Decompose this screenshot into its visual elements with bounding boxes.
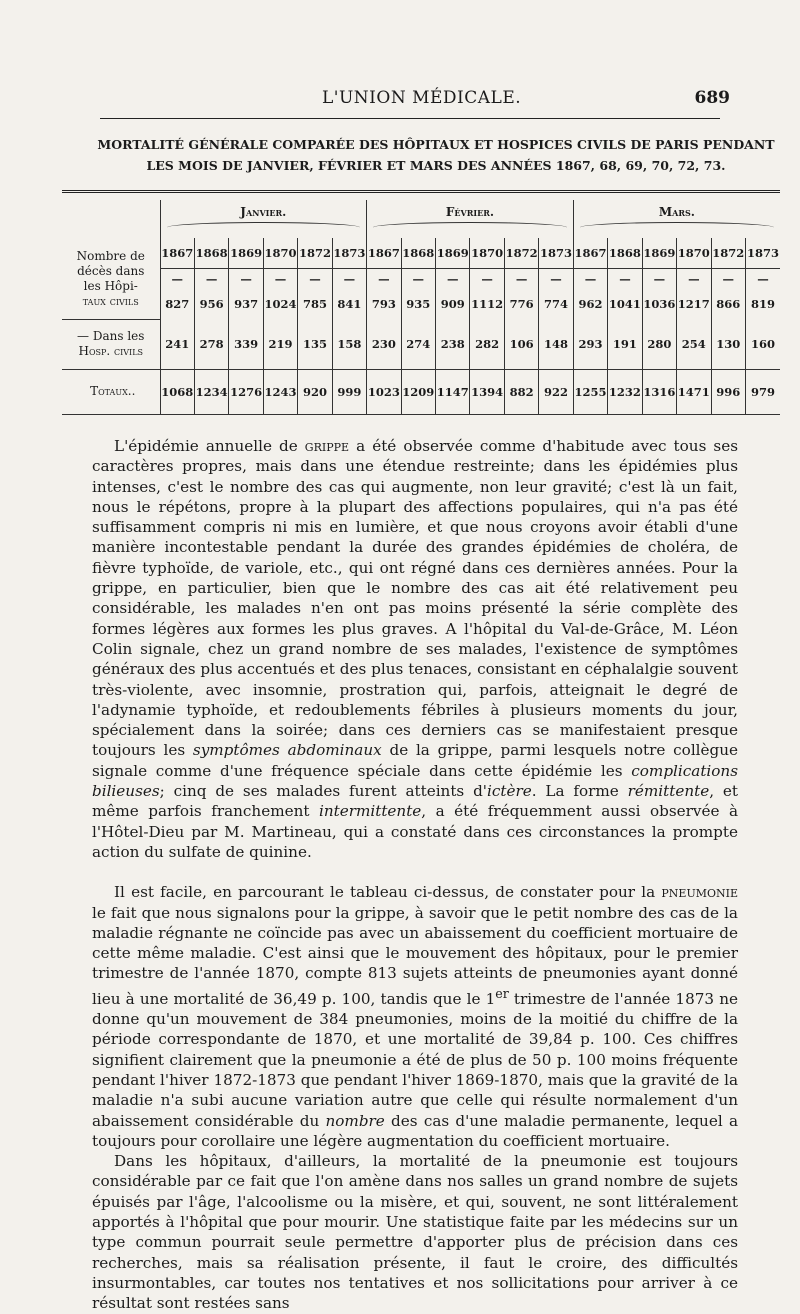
dash-cell: —: [711, 269, 745, 290]
table-cell: 135: [298, 319, 332, 369]
month-header-mars: [573, 200, 780, 238]
year-cell: 1867: [367, 238, 401, 269]
label-header-empty: [62, 200, 160, 238]
table-cell: 1041: [608, 289, 642, 319]
table-cell: 191: [608, 319, 642, 369]
text-run: des cas d'une maladie permanente, lequel a toujours pour corollaire une légère augmentation du coefficient mortuaire.: [92, 1111, 738, 1150]
table-title: [96, 134, 776, 176]
table-cell: 979: [745, 369, 780, 414]
row-label-totaux: Totaux..: [62, 369, 160, 414]
table-cell: 793: [367, 289, 401, 319]
table-cell: 241: [160, 319, 194, 369]
text-run-italic: intermittente: [318, 802, 422, 821]
table-cell: 254: [677, 319, 711, 369]
month-label: Février.: [445, 205, 495, 219]
month-header-row: [62, 200, 780, 238]
text-run: . La forme: [531, 782, 628, 801]
table-cell: 882: [504, 369, 538, 414]
brace-mark: [580, 222, 774, 233]
row-label-line: — Dans les: [77, 329, 145, 343]
text-run: , et même parfois franchement: [92, 782, 738, 821]
table-cell: 937: [229, 289, 263, 319]
article-body: [92, 436, 738, 1314]
table-cell: 1471: [677, 369, 711, 414]
table-cell: 158: [332, 319, 366, 369]
table-cell: 1232: [608, 369, 642, 414]
table-cell: 776: [504, 289, 538, 319]
table-cell: 230: [367, 319, 401, 369]
dash-cell: —: [757, 272, 769, 286]
dash-cell: —: [332, 269, 366, 290]
table-cell: 282: [470, 319, 504, 369]
text-run-italic: ictère: [486, 782, 532, 801]
year-cell: 1872: [711, 238, 745, 269]
dash-cell: —: [160, 269, 194, 290]
dash-row: [62, 269, 780, 290]
table-cell: 293: [573, 319, 607, 369]
paragraph-pneumonie: [92, 882, 738, 1151]
table-cell: 819: [750, 297, 775, 311]
text-run: de la grippe, parmi lesquels notre collègue signale comme d'une fréquence spéciale dans cette épidémie les: [92, 741, 739, 780]
table-cell: 274: [401, 319, 435, 369]
table-cell: 280: [642, 319, 676, 369]
dash-cell: —: [229, 269, 263, 290]
brace-mark: [167, 222, 361, 233]
dash-cell: —: [298, 269, 332, 290]
table-cell: 1394: [470, 369, 504, 414]
text-run: trimestre de l'année 1873 ne donne qu'un mouvement de 384 pneumonies, moins de la moitié du chiffre de la période correspondante de 1870, et une mortalité de 39,84 p. 100. Ces chiffres signifient clairement que la pneumonie a été de plus de 50 p. 100 moins fréquente pendant l'hiver 1872-1873 que pendant l'hiver 1869-1870, mais que la gravité de la maladie n'a subi aucune variation autre que celle qui résulte normalement d'un abaissement considérable du: [92, 989, 738, 1130]
dash-cell: —: [677, 269, 711, 290]
running-head: [100, 88, 740, 114]
year-cell: 1868: [194, 238, 228, 269]
year-cell: 1867: [160, 238, 194, 269]
table-cell: 1068: [160, 369, 194, 414]
year-cell: 1873: [745, 238, 780, 269]
table-cell: 1316: [642, 369, 676, 414]
text-run: a été observée comme d'habitude avec tous ses caractères propres, mais dans une étendue restreinte; dans les épidémies plus intenses, c'est le nombre des cas qui augmente, non leur gravité; c'est là un fait, nous le répétons, propre à la plupart des affections populaires, qui n'a pas été suffisamment compris ni mis en lumière, et que nous croyons avoir établi d'une manière incontestable pendant la durée des grandes épidémies de choléra, de fièvre typhoïde, de variole, etc., qui ont régné dans ces dernières années. Pour la grippe, en particulier, bien que le nombre des cas ait été relativement peu considérable, les malades n'en ont pas moins présenté la série complète des formes légères aux formes les plus graves. A l'hôpital du Val-de-Grâce, M. Léon Colin signale, chez un grand nombre de ses malades, l'existence de symptômes généraux des plus accentués et des plus tenaces, consistant en céphalalgie souvent très-violente, avec insomnie, prostration qui, parfois, atteignait le degré de l'adynamie typhoïde, et redoublements fébriles à plusieurs moments du jour, spécialement dans la soirée; dans ces derniers cas se manifestaient presque toujours les: [92, 437, 738, 760]
year-cell: 1869: [436, 238, 470, 269]
table-cell: 160: [750, 336, 775, 351]
year-cell: 1870: [263, 238, 297, 269]
table-cell: 1147: [436, 369, 470, 414]
year-cell: 1870: [470, 238, 504, 269]
dash-cell: —: [539, 269, 573, 290]
table-cell: 922: [539, 369, 573, 414]
table-row-hospices: [62, 319, 780, 369]
table-cell: 1243: [263, 369, 297, 414]
text-run: ; cinq de ses malades furent atteints d': [159, 782, 487, 801]
row-label-line: Nombre de: [76, 249, 145, 264]
table-row-hopitaux: [62, 289, 780, 319]
table-cell: 1217: [677, 289, 711, 319]
table-cell: 238: [436, 319, 470, 369]
year-cell: 1872: [504, 238, 538, 269]
table-cell: 962: [573, 289, 607, 319]
table-cell: 909: [436, 289, 470, 319]
dash-cell: —: [470, 269, 504, 290]
text-run: Il est facile, en parcourant le tableau ci-dessus, de constater pour la: [114, 883, 662, 902]
text-run: le fait que nous signalons pour la grippe, à savoir que le petit nombre des cas de la maladie régnante ne coïncide pas avec un abaissement du coefficient mortuaire de cette même maladie. C'est ainsi que le mouvement des hôpitaux, pour le premier trimestre de l'année 1870, compte 813 sujets atteints de pneumonies ayant donné lieu à une mortalité de 36,49 p. 100, tandis que le 1: [92, 903, 738, 1008]
year-cell: 1873: [539, 238, 573, 269]
table-cell: 996: [711, 369, 745, 414]
row-label-hopitaux: [62, 238, 160, 319]
table-cell: 1036: [642, 289, 676, 319]
mortality-table: [62, 200, 780, 415]
text-run-superscript: er: [495, 985, 509, 1001]
table-cell: 219: [263, 319, 297, 369]
year-row: [62, 238, 780, 269]
dash-cell: —: [504, 269, 538, 290]
month-header-janvier: [160, 200, 367, 238]
table-cell: 920: [298, 369, 332, 414]
year-cell: 1867: [573, 238, 607, 269]
text-run-small-caps: grippe: [304, 437, 350, 455]
table-cell: 999: [332, 369, 366, 414]
row-label-line: décès dans: [77, 264, 145, 279]
row-label-line: Hosp. civils: [78, 344, 144, 358]
paragraph-hopitaux: Dans les hôpitaux, d'ailleurs, la mortalité de la pneumonie est toujours considérable par ce fait que l'on amène dans nos salles un grand nombre de sujets épuisés par l'âge, l'alcoolisme ou la misère, et qui, souvent, ne sont littéralement apportés à l'hôpital que pour mourir. Une statistique faite par les médecins sur un type commun pourrait seule permettre d'apporter plus de précision dans ces recherches, mais sa réalisation présente, il faut le croire, des difficultés insurmontables, car toutes nos tentatives et nos sollicitations pour arriver à ce résultat sont restées sans: [92, 1152, 738, 1313]
row-label-line: taux civils: [82, 294, 139, 309]
table-cell: 1276: [229, 369, 263, 414]
table-cell: 956: [194, 289, 228, 319]
text-run-italic: rémittente: [627, 782, 710, 801]
table-cell: 1255: [573, 369, 607, 414]
year-cell: 1872: [298, 238, 332, 269]
table-cell: 278: [194, 319, 228, 369]
dash-cell: —: [573, 269, 607, 290]
table-cell: 339: [229, 319, 263, 369]
dash-cell: —: [642, 269, 676, 290]
dash-cell: —: [367, 269, 401, 290]
row-label-line: les Hôpi-: [83, 279, 138, 294]
text-run-italic: complications bilieuses: [92, 761, 738, 801]
year-cell: 1870: [677, 238, 711, 269]
table-cell: 866: [711, 289, 745, 319]
running-title: L'UNION MÉDICALE.: [322, 88, 522, 108]
text-run-italic: symptômes abdominaux: [192, 741, 382, 760]
header-rule: [100, 118, 720, 119]
year-cell: 1869: [642, 238, 676, 269]
year-cell: 1868: [608, 238, 642, 269]
text-run-italic: nombre: [325, 1111, 385, 1130]
table-top-rule: [62, 190, 780, 193]
table-cell: 827: [160, 289, 194, 319]
table-cell: 106: [504, 319, 538, 369]
year-cell: 1869: [229, 238, 263, 269]
table-row-totaux: [62, 369, 780, 414]
table-cell: 841: [332, 289, 366, 319]
table-cell: 1023: [367, 369, 401, 414]
table-title-line-2: LES MOIS DE JANVIER, FÉVRIER ET MARS DES ANNÉES 1867, 68, 69, 70, 72, 73.: [146, 158, 726, 173]
year-cell: 1868: [401, 238, 435, 269]
text-run-small-caps: pneumonie: [661, 883, 738, 902]
text-run: , a été fréquemment aussi observée à l'Hôtel-Dieu par M. Martineau, qui a constaté dans ces circonstances la prompte action du sulfate de quinine.: [92, 802, 739, 861]
table-cell: 1024: [263, 289, 297, 319]
dash-cell: —: [436, 269, 470, 290]
month-label: Janvier.: [240, 205, 287, 219]
month-header-fevrier: [367, 200, 574, 238]
dash-cell: —: [194, 269, 228, 290]
table-cell: 148: [539, 319, 573, 369]
dash-cell: —: [608, 269, 642, 290]
text-run: L'épidémie annuelle de: [114, 437, 305, 455]
table-cell: 785: [298, 289, 332, 319]
row-label-hospices: [62, 319, 160, 369]
year-cell: 1873: [332, 238, 366, 269]
dash-cell: —: [263, 269, 297, 290]
table-cell: 1209: [401, 369, 435, 414]
table-cell: 1112: [470, 289, 504, 319]
table-cell: 935: [401, 289, 435, 319]
table-cell: 130: [711, 319, 745, 369]
brace-mark: [373, 222, 567, 233]
dash-cell: —: [401, 269, 435, 290]
table-cell: 774: [539, 289, 573, 319]
paragraph-grippe: [92, 436, 738, 862]
table-cell: 1234: [194, 369, 228, 414]
month-label: Mars.: [658, 205, 695, 219]
page-number: 689: [694, 88, 730, 108]
table-title-line-1: MORTALITÉ GÉNÉRALE COMPARÉE DES HÔPITAUX ET HOSPICES CIVILS DE PARIS PENDANT: [97, 137, 775, 152]
